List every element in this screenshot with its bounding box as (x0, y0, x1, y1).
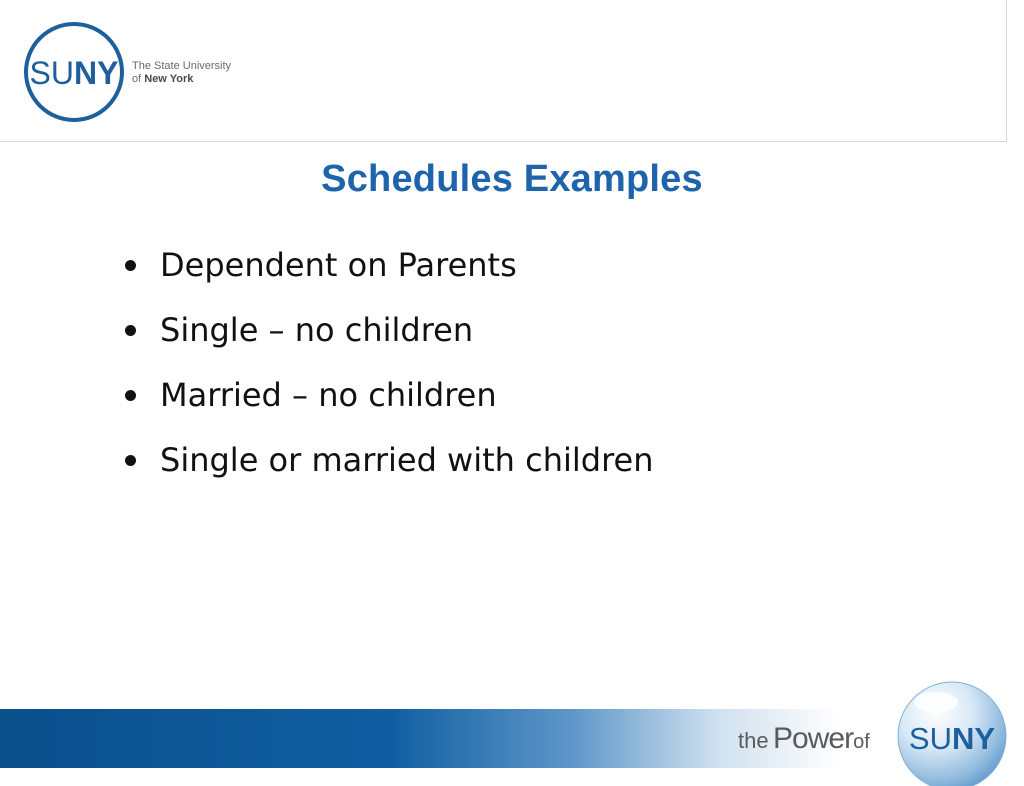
footer-bar (0, 709, 1024, 768)
bullet-item (122, 435, 654, 500)
suny-bubble-logo-icon (892, 676, 1012, 786)
header-logo-area (0, 0, 1007, 142)
bullet-item (122, 370, 654, 435)
logo-subtitle-line2: of New York (132, 73, 194, 85)
bullet-text: Married – no children (160, 376, 497, 414)
bullet-dot-icon (125, 260, 136, 271)
svg-text:SUNY: SUNY (908, 721, 996, 756)
bullet-dot-icon (125, 455, 136, 466)
logo-subtitle-line1: The State University (132, 60, 232, 72)
bullet-dot-icon (125, 390, 136, 401)
bullet-item (122, 240, 654, 305)
bullet-text: Single or married with children (160, 441, 654, 479)
footer-tagline (738, 722, 870, 756)
bullet-list (122, 240, 654, 500)
bullet-dot-icon (125, 325, 136, 336)
tagline-the: the (738, 728, 769, 753)
bullet-text: Dependent on Parents (160, 246, 517, 284)
slide-title: Schedules Examples (321, 158, 703, 200)
tagline-power: Power (773, 722, 854, 755)
svg-text:SUNY: SUNY (29, 55, 119, 91)
tagline-of: of (853, 731, 870, 753)
bullet-item (122, 305, 654, 370)
suny-circle-logo-icon (22, 20, 126, 124)
logo-subtitle (132, 60, 231, 86)
bullet-text: Single – no children (160, 311, 474, 349)
